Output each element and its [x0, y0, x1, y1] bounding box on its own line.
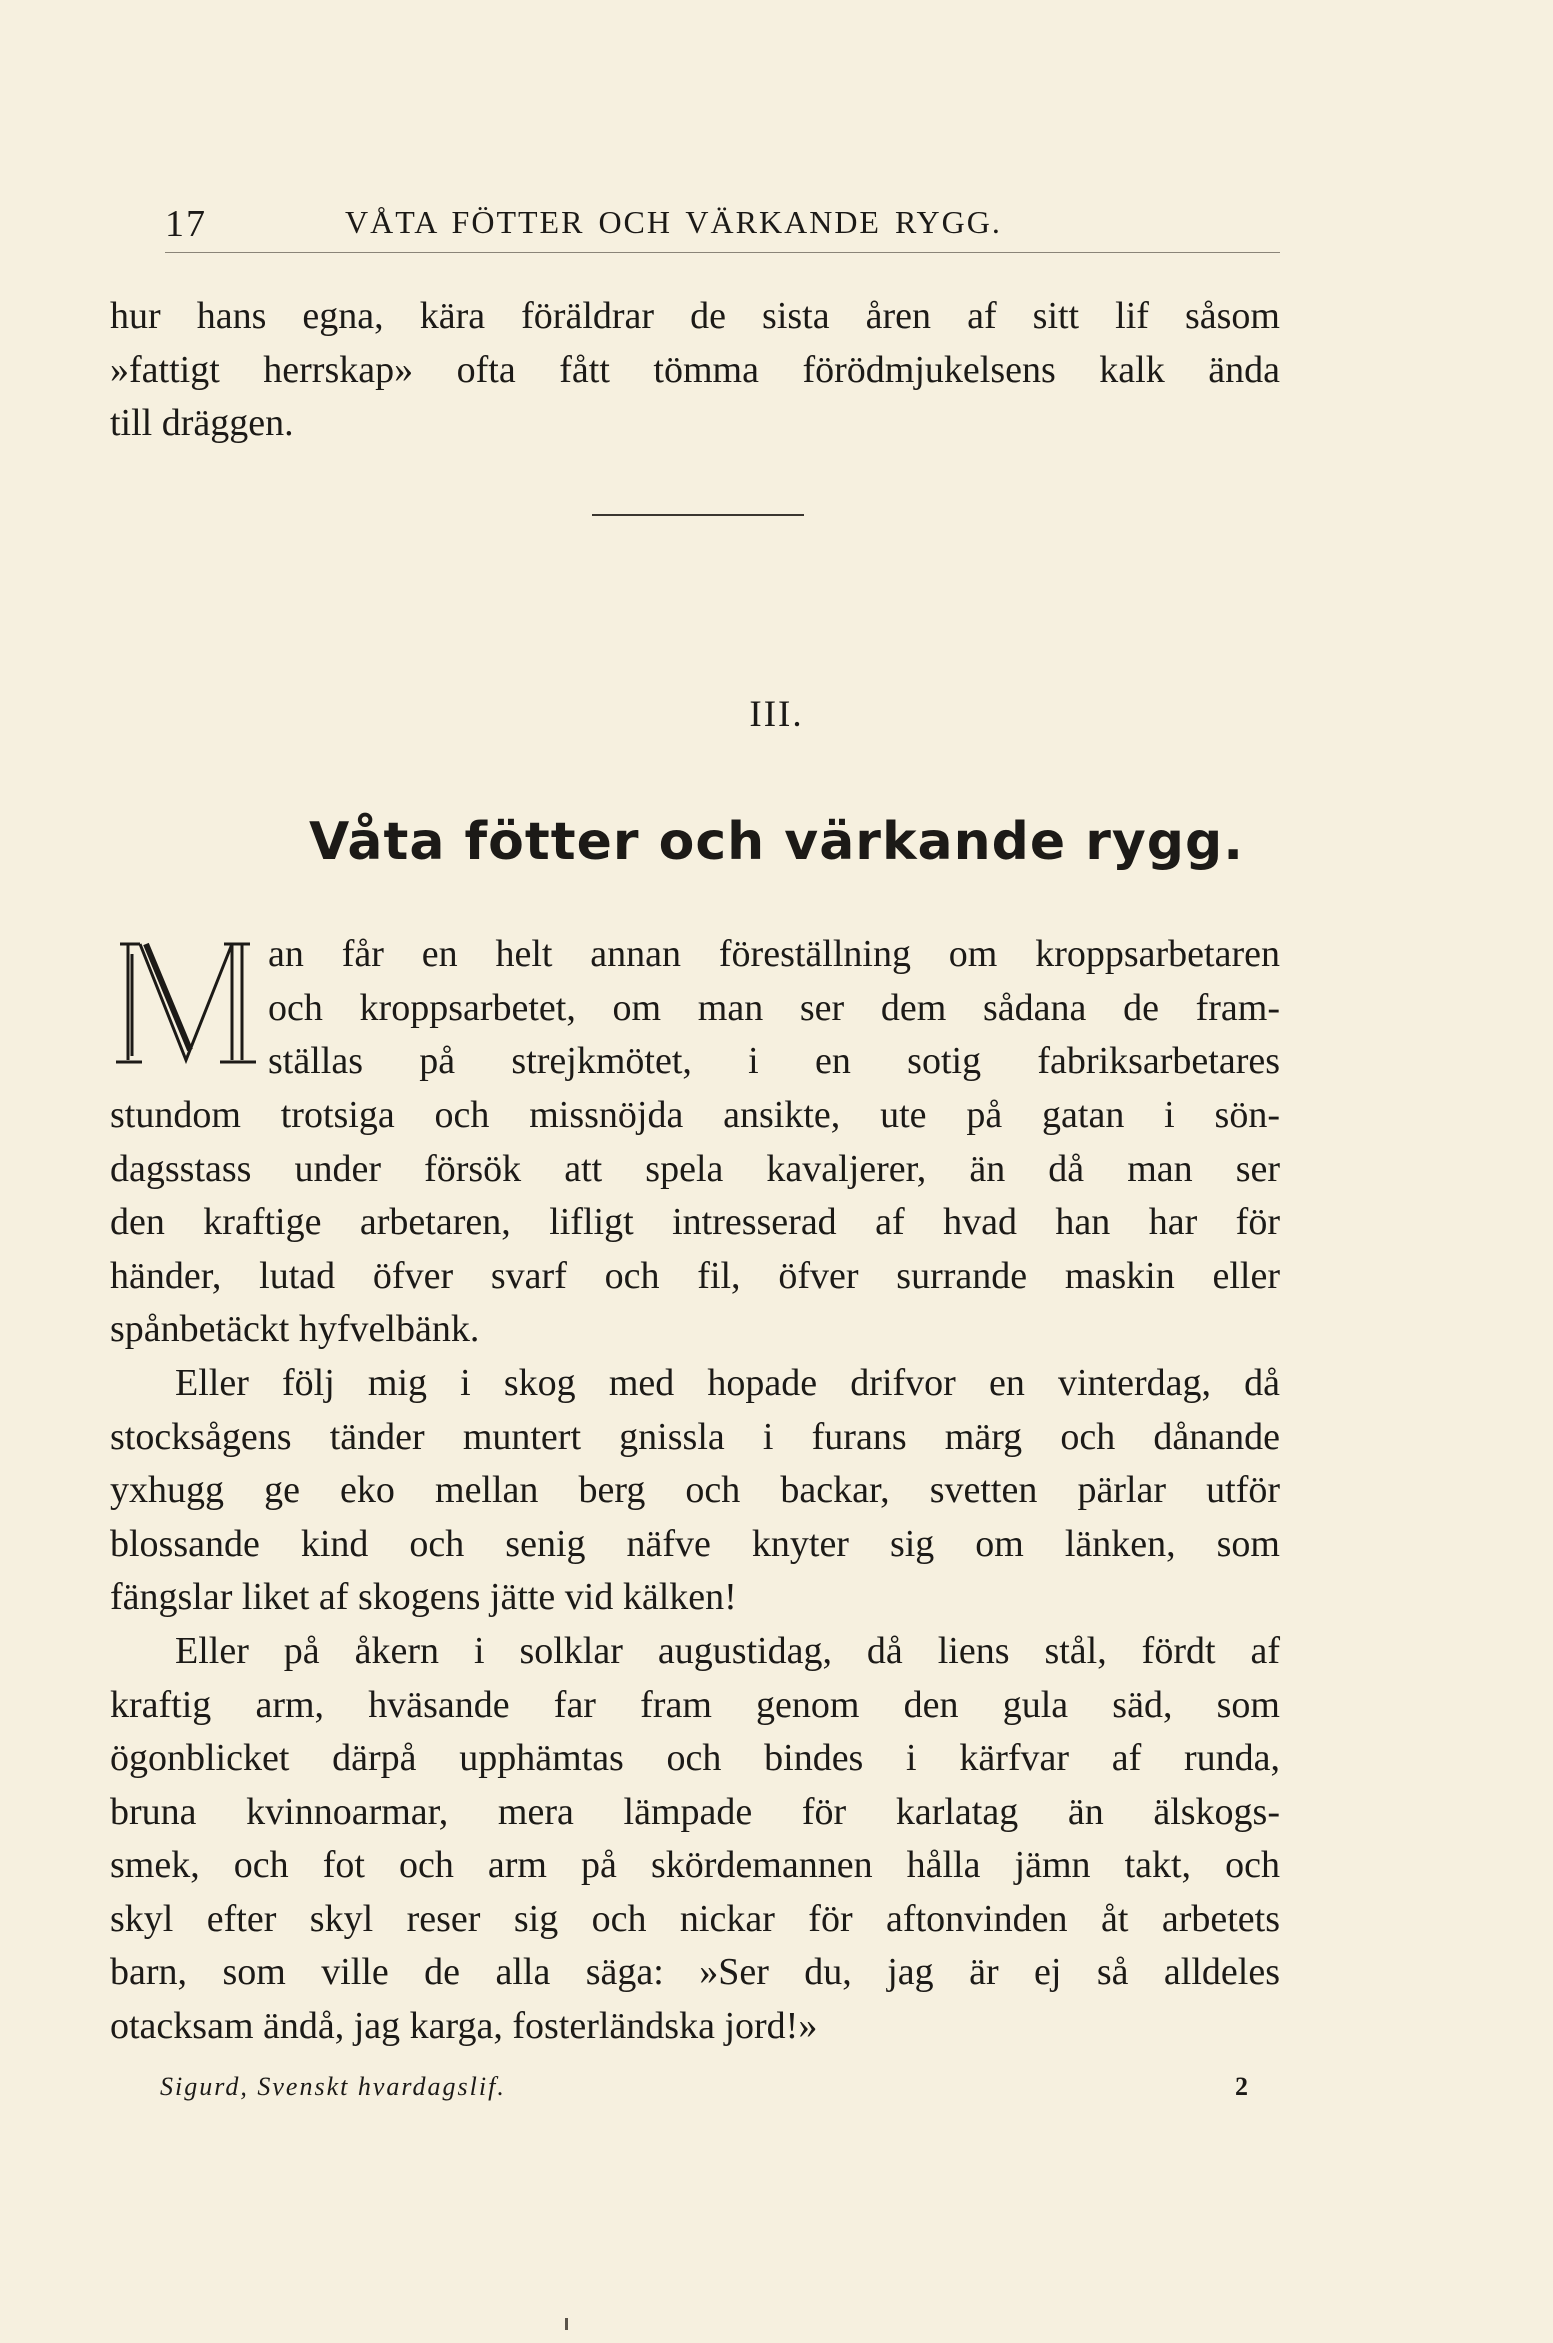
text-line: skyl efter skyl reser sig och nickar för aftonvinden åt arbetets: [110, 1897, 1280, 1940]
text-line: blossande kind och senig näfve knyter sig om länken, som: [110, 1522, 1280, 1565]
running-title: VÅTA FÖTTER OCH VÄRKANDE RYGG.: [345, 204, 1002, 240]
print-speck: [565, 2318, 568, 2330]
chapter-number: III.: [749, 694, 804, 735]
text-line: och kroppsarbetet, om man ser dem sådana de fram-: [268, 986, 1280, 1029]
running-head: [165, 188, 1280, 248]
text-line: an får en helt annan föreställning om kroppsarbetaren: [268, 933, 1280, 975]
text-line: hur hans egna, kära föräldrar de sista åren af sitt lif såsom: [110, 295, 1280, 337]
text-line: stocksågens tänder muntert gnissla i furans märg och dånande: [110, 1415, 1280, 1458]
second-paragraph: [110, 1357, 1280, 1625]
text-line: spånbetäckt hyfvelbänk.: [110, 1308, 480, 1350]
page-number: 17: [165, 203, 207, 245]
text-line: otacksam ändå, jag karga, fosterländska jord!»: [110, 2004, 818, 2047]
text-line: »fattigt herrskap» ofta fått tömma förödmjukelsens kalk ända: [110, 348, 1280, 391]
chapter-title: Våta fötter och värkande rygg.: [309, 812, 1244, 872]
text-line: Eller på åkern i solklar augustidag, då liens stål, fördt af: [175, 1630, 1280, 1672]
text-line: yxhugg ge eko mellan berg och backar, svetten pärlar utför: [110, 1469, 1280, 1511]
text-line: bruna kvinnoarmar, mera lämpade för karlatag än älskogs-: [110, 1790, 1280, 1833]
page-footer: [160, 2072, 1250, 2112]
dropcap-m: [110, 932, 262, 1078]
text-line: barn, som ville de alla säga: »Ser du, jag är ej så alldeles: [110, 1951, 1280, 1993]
text-line: fängslar liket af skogens jätte vid kälken!: [110, 1576, 737, 1618]
text-line: den kraftige arbetaren, lifligt intresserad af hvad han har för: [110, 1201, 1280, 1243]
header-rule: [165, 252, 1280, 253]
sheet-number: 2: [1235, 2072, 1250, 2101]
text-line: ställas på strejkmötet, i en sotig fabriksarbetares: [268, 1040, 1280, 1082]
text-line: stundom trotsiga och missnöjda ansikte, ute på gatan i sön-: [110, 1094, 1280, 1136]
text-line: ögonblicket därpå upphämtas och bindes i kärfvar af runda,: [110, 1737, 1280, 1779]
section-separator: [592, 514, 804, 516]
intro-paragraph: [110, 290, 1280, 451]
first-paragraph-opening: [268, 928, 1280, 1089]
third-paragraph: [110, 1625, 1280, 2053]
first-paragraph-continued: [110, 1089, 1280, 1357]
text-line: till dräggen.: [110, 402, 294, 444]
text-line: händer, lutad öfver svarf och fil, öfver surrande maskin eller: [110, 1254, 1280, 1297]
text-line: smek, och fot och arm på skördemannen hålla jämn takt, och: [110, 1844, 1280, 1886]
signature-mark: Sigurd, Svenskt hvardagslif.: [160, 2072, 506, 2101]
text-line: dagsstass under försök att spela kavaljerer, än då man ser: [110, 1147, 1280, 1190]
text-line: Eller följ mig i skog med hopade drifvor en vinterdag, då: [175, 1362, 1280, 1404]
text-line: kraftig arm, hväsande far fram genom den gula säd, som: [110, 1683, 1280, 1726]
